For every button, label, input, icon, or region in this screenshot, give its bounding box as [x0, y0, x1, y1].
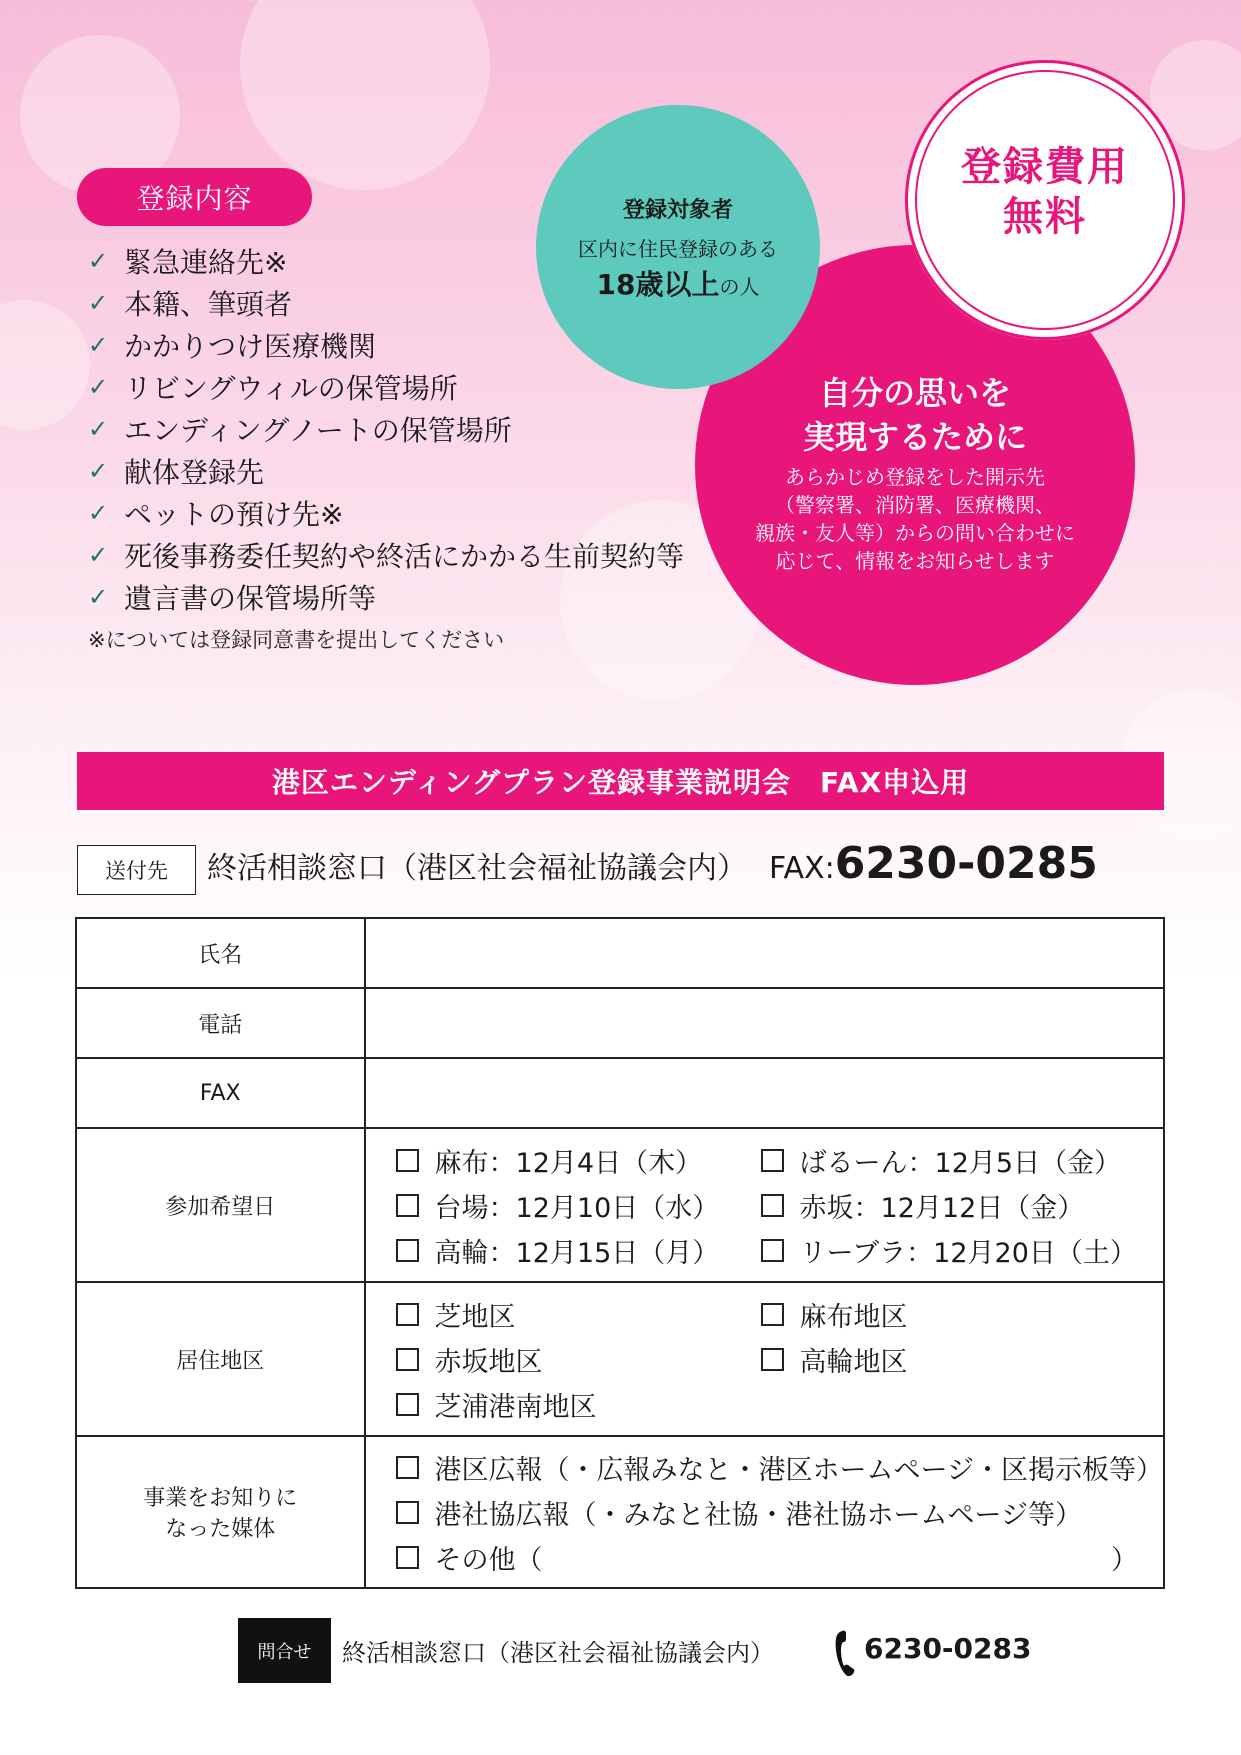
name-label: 氏名: [76, 918, 365, 988]
eligibility-title: 登録対象者: [622, 198, 733, 223]
item-text: リビングウィルの保管場所: [124, 372, 458, 405]
area-option[interactable]: [761, 1292, 1141, 1337]
area-option[interactable]: [396, 1382, 761, 1427]
registration-label: 登録内容: [77, 168, 312, 226]
decor-bubble: [0, 300, 90, 430]
eligibility-suffix: の人: [719, 275, 760, 299]
area-option[interactable]: [761, 1337, 1141, 1382]
item-text: かかりつけ医療機関: [124, 330, 377, 363]
application-form: [75, 917, 1165, 1589]
media-label-line1: 事業をお知りに: [143, 1486, 298, 1511]
phone-icon: [834, 1628, 860, 1678]
check-icon: ✓: [88, 289, 109, 317]
eligibility-highlight: 18歳以上: [596, 268, 720, 301]
item-text: 献体登録先: [124, 456, 265, 489]
check-icon: ✓: [88, 541, 109, 569]
checkbox[interactable]: [761, 1194, 784, 1217]
fax-prefix: FAX:: [769, 851, 835, 886]
list-item: [88, 366, 684, 408]
media-option[interactable]: [396, 1490, 1163, 1535]
checkbox[interactable]: [396, 1393, 419, 1416]
fax-number: 6230-0285: [834, 838, 1098, 889]
checkbox[interactable]: [396, 1456, 419, 1479]
checkbox[interactable]: [396, 1149, 419, 1172]
date-option-label: 高輪：12月15日（月）: [434, 1237, 720, 1269]
send-destination: [207, 838, 1098, 900]
area-option-label: 麻布地区: [799, 1301, 908, 1333]
table-row: [76, 1128, 1164, 1282]
area-option-label: 芝浦港南地区: [434, 1391, 597, 1423]
date-options: [365, 1128, 1164, 1282]
purpose-heading-line1: 自分の思いを: [818, 374, 1011, 412]
area-option[interactable]: [396, 1292, 761, 1337]
item-text: 緊急連絡先※: [124, 246, 288, 279]
other-close-paren: ）: [1111, 1544, 1138, 1576]
date-option[interactable]: [761, 1138, 1141, 1183]
check-icon: ✓: [88, 247, 109, 275]
contact-phone: 6230-0283: [864, 1632, 1032, 1665]
date-option-label: 麻布：12月4日（木）: [434, 1147, 703, 1179]
fee-text: [905, 142, 1185, 242]
checkbox[interactable]: [396, 1348, 419, 1371]
media-options: [365, 1436, 1164, 1588]
list-item: [88, 492, 684, 534]
date-option[interactable]: [761, 1183, 1141, 1228]
contact-label: 問合せ: [238, 1618, 331, 1683]
item-text: ペットの預け先※: [124, 498, 344, 531]
checkbox[interactable]: [396, 1303, 419, 1326]
contact-text: 終活相談窓口（港区社会福祉協議会内）: [342, 1639, 774, 1667]
check-icon: ✓: [88, 373, 109, 401]
purpose-heading: [695, 371, 1135, 459]
purpose-heading-line2: 実現するために: [802, 418, 1027, 456]
area-option-label: 芝地区: [434, 1301, 516, 1333]
area-option[interactable]: [396, 1337, 761, 1382]
media-label: [76, 1436, 365, 1588]
form-banner: 港区エンディングプラン登録事業説明会 FAX申込用: [77, 752, 1164, 810]
area-option-label: 高輪地区: [799, 1346, 908, 1378]
table-row: [76, 1282, 1164, 1436]
name-field[interactable]: [365, 918, 1164, 988]
checkbox[interactable]: [396, 1546, 419, 1569]
checkbox[interactable]: [396, 1194, 419, 1217]
check-icon: ✓: [88, 415, 109, 443]
date-option[interactable]: [396, 1138, 761, 1183]
checkbox[interactable]: [396, 1239, 419, 1262]
date-option-label: リーブラ：12月20日（土）: [799, 1237, 1137, 1269]
media-option-label: 港区広報（・広報みなと・港区ホームページ・区掲示板等）: [434, 1454, 1163, 1486]
table-row: [76, 988, 1164, 1058]
fee-line2: 無料: [1003, 194, 1087, 240]
date-option[interactable]: [396, 1183, 761, 1228]
date-option[interactable]: [761, 1228, 1141, 1273]
phone-field[interactable]: [365, 988, 1164, 1058]
media-option[interactable]: [396, 1445, 1163, 1490]
media-option-label: その他（: [434, 1544, 543, 1576]
eligibility-age: [536, 263, 820, 303]
purpose-body-line: 親族・友人等）からの問い合わせに: [755, 521, 1075, 545]
area-label: 居住地区: [76, 1282, 365, 1436]
table-row: [76, 1058, 1164, 1128]
media-option-label: 港社協広報（・みなと社協・港社協ホームページ等）: [434, 1499, 1082, 1531]
area-options: [365, 1282, 1164, 1436]
item-text: エンディングノートの保管場所: [124, 414, 512, 447]
purpose-body-line: （警察署、消防署、医療機関、: [775, 493, 1055, 517]
checkbox[interactable]: [761, 1149, 784, 1172]
list-item: [88, 450, 684, 492]
eligibility-line: 区内に住民登録のある: [578, 237, 778, 261]
date-option-label: ばるーん：12月5日（金）: [799, 1147, 1122, 1179]
media-option-other[interactable]: [396, 1535, 1163, 1580]
media-label-line2: なった媒体: [165, 1517, 276, 1542]
table-row: [76, 1436, 1164, 1588]
item-text: 遺言書の保管場所等: [124, 582, 377, 615]
date-option[interactable]: [396, 1228, 761, 1273]
date-option-label: 台場：12月10日（水）: [434, 1192, 720, 1224]
check-icon: ✓: [88, 457, 109, 485]
consent-note: ※については登録同意書を提出してください: [88, 628, 505, 652]
purpose-body: [695, 463, 1135, 575]
area-option-label: 赤坂地区: [434, 1346, 543, 1378]
checkbox[interactable]: [396, 1501, 419, 1524]
list-item: [88, 534, 684, 576]
item-text: 死後事務委任契約や終活にかかる生前契約等: [124, 540, 685, 573]
fax-field[interactable]: [365, 1058, 1164, 1128]
date-option-label: 赤坂：12月12日（金）: [799, 1192, 1085, 1224]
purpose-body-line: 応じて、情報をお知らせします: [775, 549, 1055, 573]
purpose-body-line: あらかじめ登録をした開示先: [785, 465, 1045, 489]
decor-bubble: [240, 0, 490, 190]
eligibility-circle: [536, 105, 820, 389]
checkbox[interactable]: [761, 1303, 784, 1326]
fax-label: FAX: [76, 1058, 365, 1128]
check-icon: ✓: [88, 583, 109, 611]
checkbox[interactable]: [761, 1239, 784, 1262]
list-item: [88, 408, 684, 450]
checkbox[interactable]: [761, 1348, 784, 1371]
table-row: [76, 918, 1164, 988]
phone-label: 電話: [76, 988, 365, 1058]
send-to: 終活相談窓口（港区社会福祉協議会内）: [207, 851, 747, 886]
item-text: 本籍、筆頭者: [124, 288, 293, 321]
check-icon: ✓: [88, 331, 109, 359]
send-label: 送付先: [77, 845, 196, 895]
list-item: [88, 576, 684, 618]
date-label: 参加希望日: [76, 1128, 365, 1282]
fee-circle: [905, 60, 1185, 340]
check-icon: ✓: [88, 499, 109, 527]
fee-line1: 登録費用: [961, 144, 1129, 190]
